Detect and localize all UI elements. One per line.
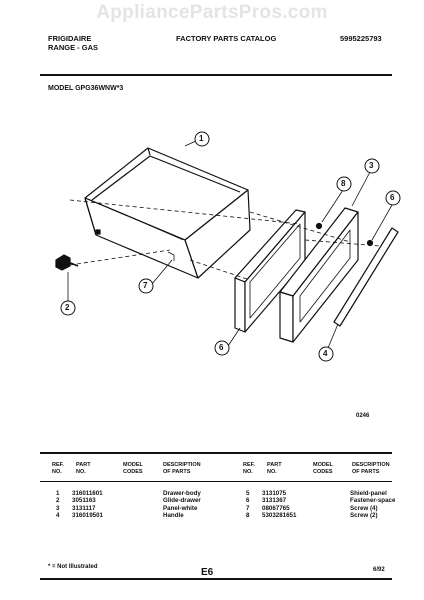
callout-label-7: 7 — [143, 281, 148, 290]
table-cell-part: 3131075 — [262, 490, 287, 497]
header-description-right: DESCRIPTION OF PARTS — [352, 462, 390, 475]
diagram-code: 0246 — [356, 413, 370, 419]
table-cell-ref: 3 — [56, 504, 60, 512]
page-code: E6 — [201, 567, 214, 578]
callout-label-2: 2 — [65, 303, 70, 312]
model-label: MODEL GPG36WNW*3 — [48, 85, 124, 92]
table-header-rule — [40, 481, 392, 482]
catalog-number: 5995225793 — [340, 34, 382, 43]
table-cell-desc: Handle — [163, 512, 184, 520]
header-ref-no-left: REF. NO. — [52, 462, 64, 475]
header-description-left: DESCRIPTION OF PARTS — [163, 462, 201, 475]
table-cell-ref: 4 — [56, 512, 60, 520]
glide-drawing — [56, 255, 78, 270]
parts-table-right — [0, 490, 424, 522]
callout-label-3: 3 — [369, 161, 374, 170]
exploded-view-diagram — [0, 100, 424, 420]
footer-rule — [40, 578, 392, 580]
table-cell-desc: Drawer-body — [163, 490, 201, 497]
catalog-title: FACTORY PARTS CATALOG — [176, 34, 277, 43]
table-cell-desc: Fastener-space — [350, 497, 396, 505]
callout-label-4: 4 — [323, 349, 328, 358]
table-cell-desc: Screw (2) — [350, 512, 378, 520]
table-cell-ref: 1 — [56, 490, 60, 497]
table-cell-ref: 5 — [246, 490, 250, 497]
table-cell-desc: Shield-panel — [350, 490, 387, 497]
header-part-no-right: PART NO. — [267, 462, 282, 475]
brand-name: FRIGIDAIRE — [48, 34, 92, 43]
callout-label-8: 8 — [341, 179, 346, 188]
table-cell-part: 3131367 — [262, 497, 287, 505]
header-ref-no-right: REF. NO. — [243, 462, 255, 475]
table-cell-desc: Panel-white — [163, 504, 198, 512]
callout-label-6-right: 6 — [390, 193, 395, 202]
callout-label-6-left: 6 — [219, 343, 224, 352]
product-line: RANGE - GAS — [48, 43, 99, 52]
callout-label-1: 1 — [199, 134, 204, 143]
not-illustrated-note: * = Not Illustrated — [48, 564, 98, 570]
table-cell-ref: 7 — [246, 504, 250, 512]
table-cell-part: 08067765 — [262, 504, 290, 512]
table-cell-desc: Glide-drawer — [163, 497, 201, 505]
table-cell-ref: 8 — [246, 512, 250, 520]
table-cell-part: 5303281651 — [262, 512, 297, 520]
header-model-codes-left: MODEL CODES — [123, 462, 143, 475]
watermark: AppliancePartsPros.com — [96, 2, 328, 23]
table-cell-part: 3131117 — [72, 504, 96, 512]
table-cell-part: 316019501 — [72, 512, 103, 520]
header-part-no-left: PART NO. — [76, 462, 91, 475]
catalog-date: 6/92 — [373, 567, 385, 573]
table-cell-part: 316011601 — [72, 490, 103, 497]
table-cell-part: 3051163 — [72, 497, 96, 505]
header-rule — [40, 74, 392, 76]
table-cell-desc: Screw (4) — [350, 504, 378, 512]
drawer-body-drawing — [85, 148, 250, 278]
table-cell-ref: 6 — [246, 497, 250, 505]
table-top-rule — [40, 452, 392, 454]
table-cell-ref: 2 — [56, 497, 60, 505]
header-model-codes-right: MODEL CODES — [313, 462, 333, 475]
